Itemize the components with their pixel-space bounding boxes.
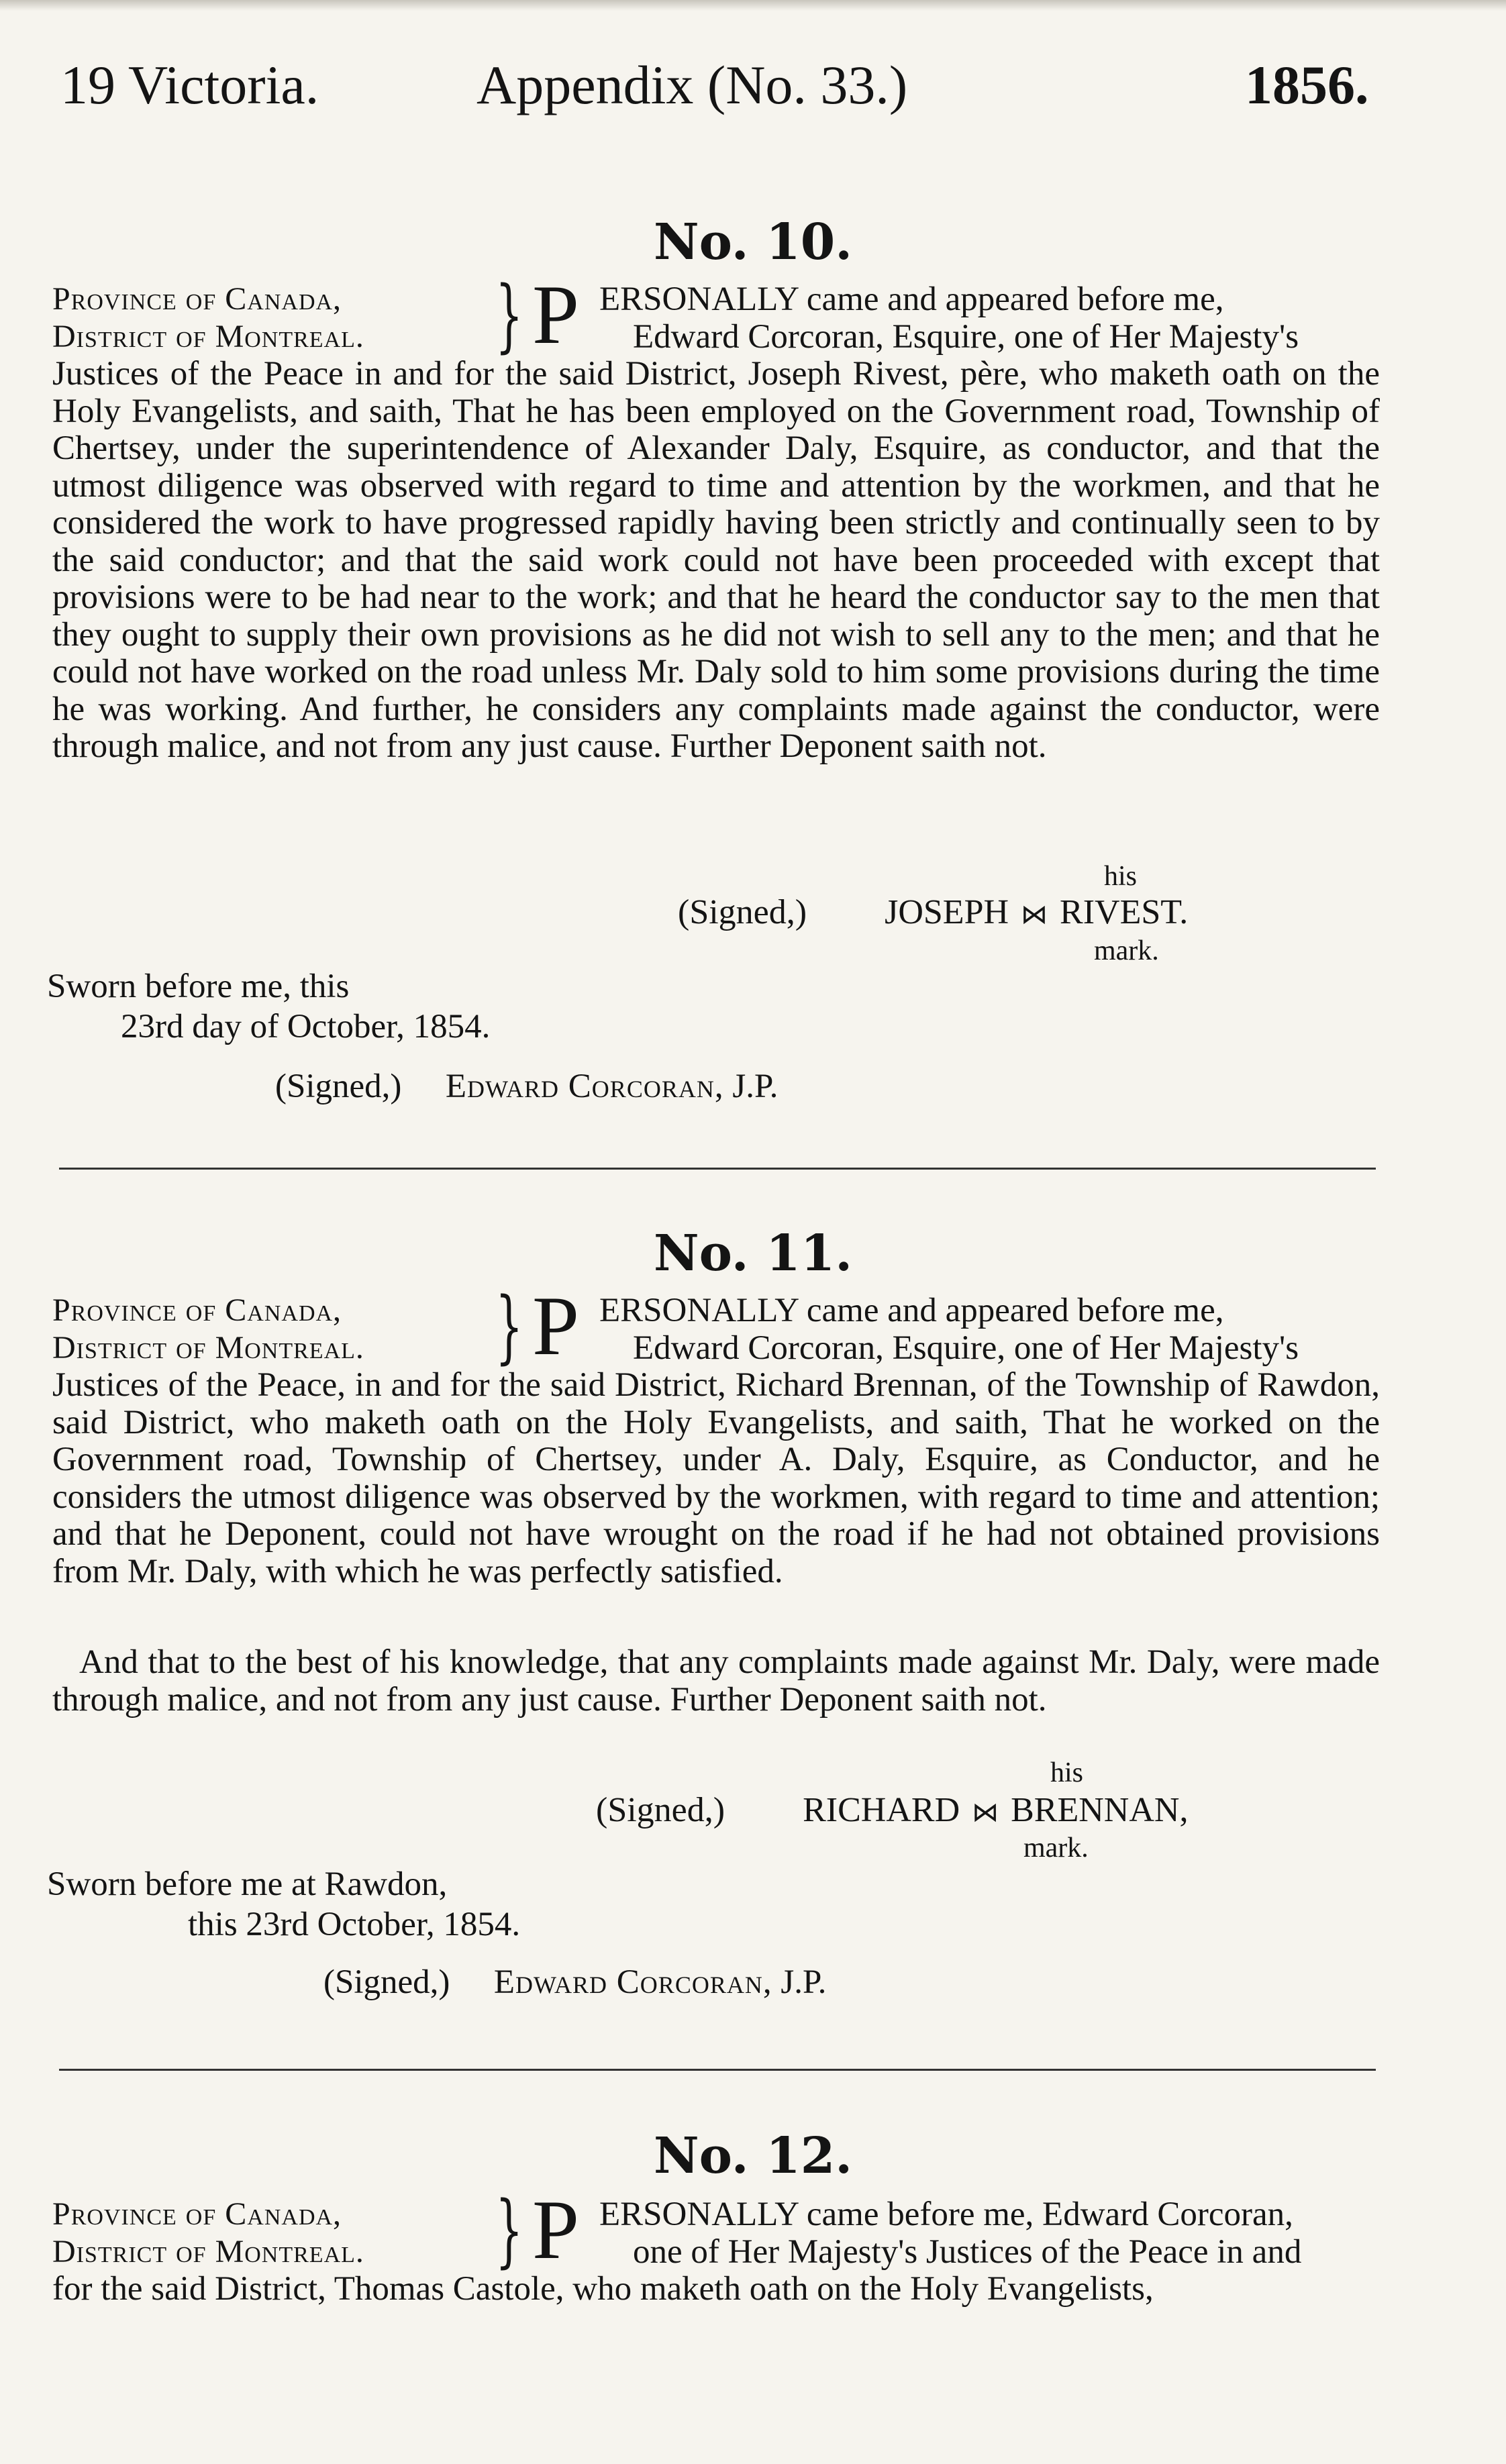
signed-label: (Signed,) [678,893,807,931]
cross-mark-icon: ⋈ [1021,899,1048,930]
affidavit-heading [52,1280,1395,1373]
brace-glyph: } [495,2184,523,2276]
sworn-statement [47,966,490,1047]
signer-last-name: RIVEST. [1060,893,1189,931]
mark-label: mark. [1094,935,1159,966]
jp-suffix: J.P. [732,1068,779,1105]
scan-edge [0,0,1506,11]
affidavit-number: No. 12. [654,2127,852,2185]
affidavit-heading [52,268,1395,362]
signature-line [596,1790,1188,1830]
jp-suffix: J.P. [781,1963,827,2001]
affidavit-number: No. 10. [654,213,852,271]
jurisdiction [52,1292,364,1367]
affidavit-number: No. 11. [654,1225,852,1282]
brace-glyph: } [495,1280,523,1372]
province-label: Province of Canada, [52,1292,342,1328]
jp-signed-label: (Signed,) [323,1963,450,2001]
cross-mark-icon: ⋈ [972,1797,999,1828]
drop-cap: P [532,2184,580,2277]
jp-signature [275,1067,778,1106]
affidavit-body-continued: And that to the best of his knowledge, that any complaints made against Mr. Daly, were made through malice, and not from any just cause. Further Deponent saith not. [52,1643,1380,1718]
mark-label: mark. [1023,1833,1089,1863]
second-line: Edward Corcoran, Esquire, one of Her Majesty's [633,318,1299,356]
opening-line: ERSONALLY came before me, Edward Corcoran, [599,2196,1293,2233]
province-label: Province of Canada, [52,2196,342,2232]
sworn-line-2: 23rd day of October, 1854. [121,1008,491,1045]
jp-name: Edward Corcoran, [493,1963,772,2001]
sworn-statement [47,1864,520,1945]
jurisdiction [52,2196,364,2271]
drop-cap: P [532,268,580,362]
jurisdiction [52,280,364,356]
jp-signed-label: (Signed,) [275,1068,402,1105]
affidavit-body: Justices of the Peace, in and for the said District, Richard Brennan, of the Township of Rawdon, said District, who maketh oath on the Holy Evangelists, and saith, That he worked on the Government road, Township of Chertsey, under A. Daly, Esquire, as Conductor, and he considers the utmost diligence was observed by the workmen, with regard to time and attention; and that he Deponent, could not have wrought on the road if he had not obtained provisions from Mr. Daly, with which he was perfectly satisfied. [52,1366,1380,1590]
district-label: District of Montreal. [52,319,364,354]
header-right: 1856. [1245,54,1369,115]
affidavit-body: Justices of the Peace in and for the said District, Joseph Rivest, père, who maketh oath on the Holy Evangelists, and saith, That he has been employed on the Government road, Township of Chertsey, under the superintendence of Alexander Daly, Esquire, as conductor, and that the utmost diligence was observed with regard to time and attention by the workmen, and that he considered the work to have progressed rapidly having been strictly and continually seen to by the said conductor; and that the said work could not have been proceeded with except that provisions were to be had near to the work; and that he heard the conductor say to the men that they ought to supply their own provisions as he did not wish to sell any to the men; and that he could not have worked on the road unless Mr. Daly sold to him some provisions during the time he was working. And further, he considers any complaints made against the conductor, were through malice, and not from any just cause. Further Deponent saith not. [52,355,1380,765]
page-header [0,54,1506,127]
second-line: Edward Corcoran, Esquire, one of Her Majesty's [633,1329,1299,1367]
signature-line [678,892,1188,932]
signer-first-name: RICHARD [803,1791,960,1829]
signer-first-name: JOSEPH [885,893,1009,931]
his-label: his [1104,861,1138,892]
his-label: his [1050,1757,1084,1788]
second-line: one of Her Majesty's Justices of the Peace in and [633,2233,1302,2271]
opening-line: ERSONALLY came and appeared before me, [599,1292,1224,1329]
sworn-line-1: Sworn before me, this [47,968,350,1005]
sworn-line-2: this 23rd October, 1854. [188,1906,521,1943]
section-divider [59,2069,1376,2071]
header-center: Appendix (No. 33.) [476,54,908,115]
jp-name: Edward Corcoran, [445,1068,724,1105]
district-label: District of Montreal. [52,1330,364,1366]
signed-label: (Signed,) [596,1791,725,1829]
drop-cap: P [532,1280,580,1373]
affidavit-heading [52,2184,1395,2277]
province-label: Province of Canada, [52,281,342,317]
affidavit-body: for the said District, Thomas Castole, who maketh oath on the Holy Evangelists, [52,2270,1154,2308]
sworn-line-1: Sworn before me at Rawdon, [47,1865,448,1903]
district-label: District of Montreal. [52,2234,364,2269]
brace-glyph: } [495,268,523,361]
section-divider [59,1168,1376,1170]
opening-line: ERSONALLY came and appeared before me, [599,280,1224,318]
jp-signature [323,1963,826,2002]
header-left: 19 Victoria. [60,54,319,115]
signer-last-name: BRENNAN, [1011,1791,1189,1829]
